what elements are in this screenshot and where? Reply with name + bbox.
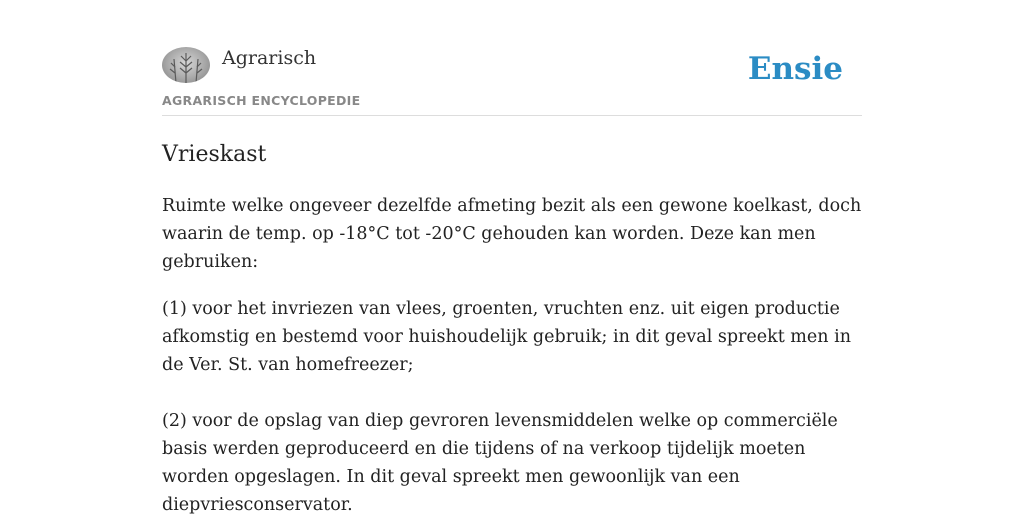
entry-paragraph: (1) voor het invriezen van vlees, groenten, vruchten enz. uit eigen productie afkomstig en bestemd voor huishoudelijk gebruik; in dit geval spreekt men in de Ver. St. van homefreezer; (2) voor de opslag van diep gevroren levensmiddelen welke op commerciële basis werden geproduceerd en die tijdens of na verkoop tijdelijk moeten worden opgeslagen. In dit geval spreekt men gewoonlijk van een diepvriesconservator. xyxy=(162,299,851,515)
entry-paragraph: Ruimte welke ongeveer dezelfde afmeting bezit als een gewone koelkast, doch waarin de temp. op -18°C tot -20°C gehouden kan worden. Deze kan men gebruiken: xyxy=(162,196,862,272)
book-title[interactable]: Agrarisch xyxy=(222,47,317,69)
header xyxy=(162,0,862,116)
wheat-icon[interactable] xyxy=(162,47,210,83)
brand-logo[interactable]: Ensie xyxy=(747,51,843,87)
book-subtitle: AGRARISCH ENCYCLOPEDIE xyxy=(162,93,361,108)
entry-body xyxy=(162,192,862,519)
entry-title: Vrieskast xyxy=(162,142,267,167)
page xyxy=(162,0,862,515)
